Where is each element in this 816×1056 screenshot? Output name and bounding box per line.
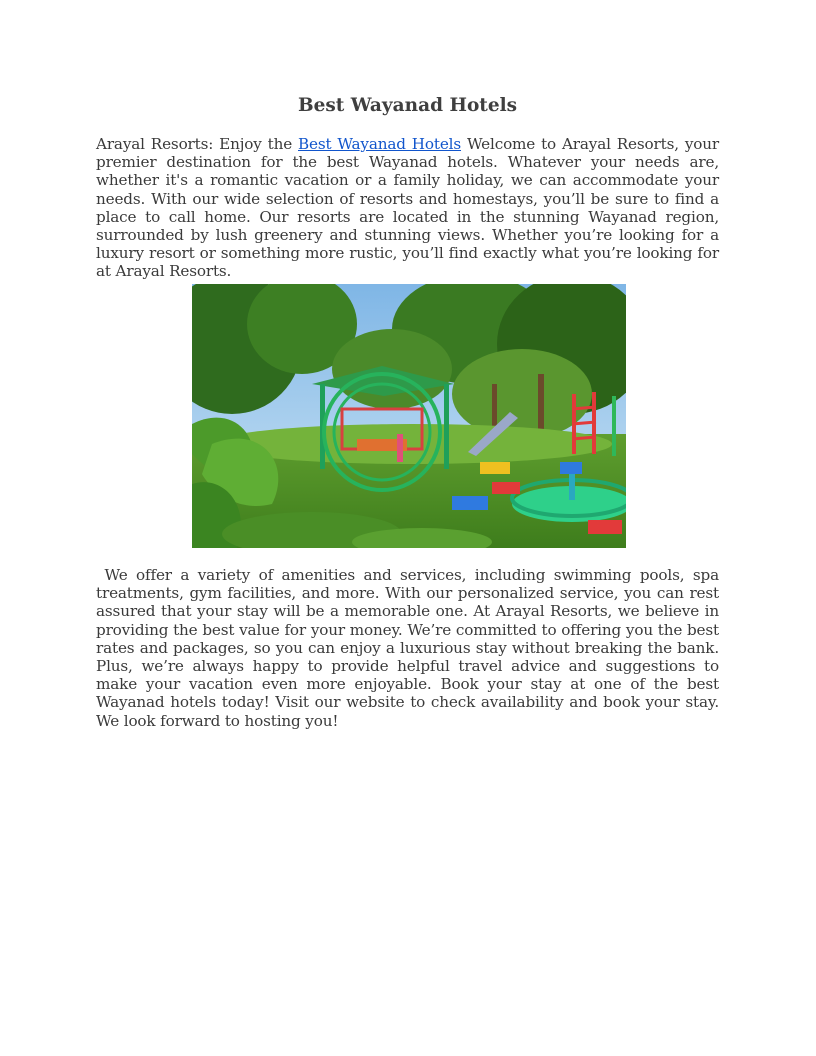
best-wayanad-hotels-link[interactable]: Best Wayanad Hotels xyxy=(298,135,462,153)
page-title: Best Wayanad Hotels xyxy=(297,95,518,116)
resort-playground-photo xyxy=(192,284,626,548)
intro-text-start: Arayal Resorts: Enjoy the xyxy=(96,135,298,153)
body-section xyxy=(96,566,724,730)
intro-paragraph xyxy=(96,135,719,281)
intro-text-rest: Welcome to Arayal Resorts, your premier destination for the best Wayanad hotels. Whatever your needs are, whether it's a romantic vacation or a family holiday, we can accommodate your needs. With our wide selection of resorts and homestays, you’ll be sure to find a place to call home. Our resorts are located in the stunning Wayanad region, surrounded by lush greenery and stunning views. Whether you’re looking for a luxury resort or something more rustic, you’ll find exactly what you’re looking for at Arayal Resorts. xyxy=(96,135,719,281)
body-paragraph: We offer a variety of amenities and services, including swimming pools, spa treatments, gym facilities, and more. With our personalized service, you can rest assured that your stay will be a memorable one. At Arayal Resorts, we believe in providing the best value for your money. We’re committed to offering you the best rates and packages, so you can enjoy a luxurious stay without breaking the bank. Plus, we’re always happy to provide helpful travel advice and suggestions to make your vacation even more enjoyable. Book your stay at one of the best Wayanad hotels today! Visit our website to check availability and book your stay. We look forward to hosting you! xyxy=(96,566,724,730)
document-page xyxy=(96,94,719,281)
